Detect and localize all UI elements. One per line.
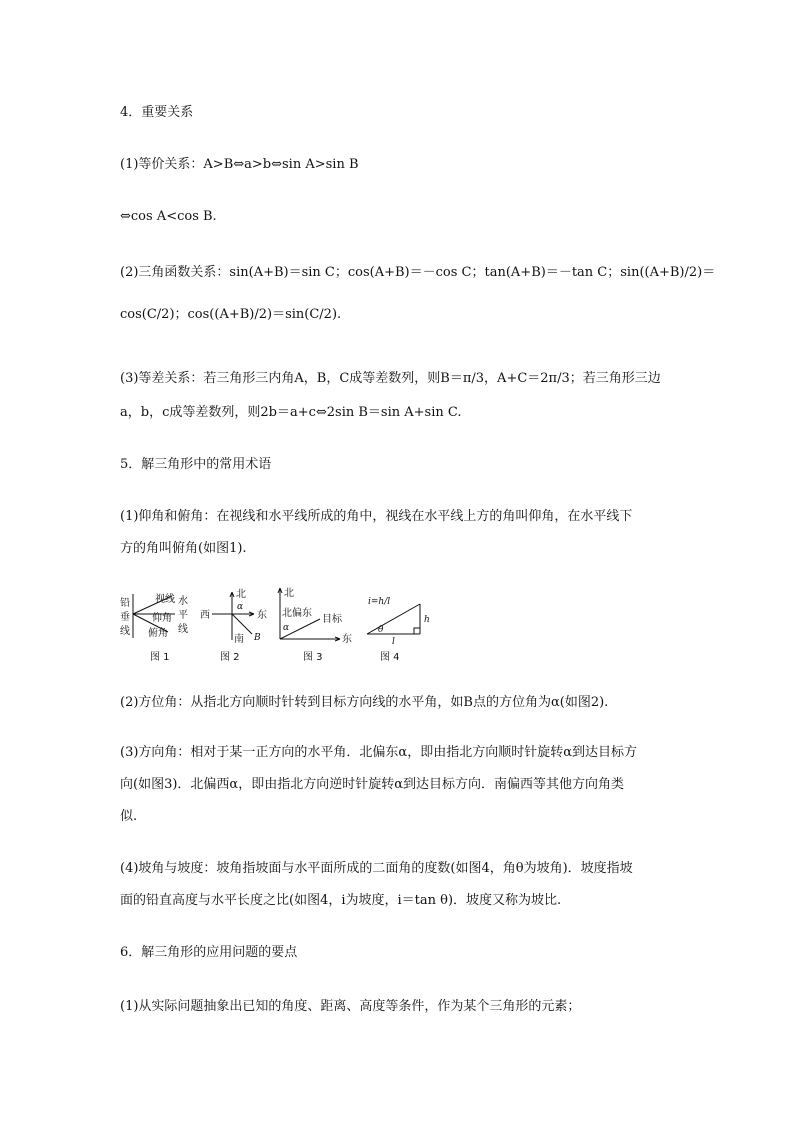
fig3-label-north: 北 bbox=[284, 588, 294, 599]
s5-p1-line2: 方的角叫俯角(如图1). bbox=[120, 541, 247, 556]
fig2-label-south: 南 bbox=[234, 634, 244, 645]
s4-p1-line2: ⇔cos A<cos B. bbox=[120, 209, 217, 224]
fig2-label-alpha: α bbox=[237, 602, 244, 612]
s5-p1-line1: (1)仰角和俯角：在视线和水平线所成的角中，视线在水平线上方的角叫仰角，在水平线下 bbox=[120, 509, 633, 524]
fig2-target-line bbox=[232, 614, 252, 634]
s5-p4-line1: (4)坡角与坡度：坡角指坡面与水平面所成的二面角的度数(如图4，角θ为坡角)．坡度指坡 bbox=[120, 861, 633, 876]
fig1-label-xian2: 线 bbox=[178, 624, 188, 635]
section-5-title: 5．解三角形中的常用术语 bbox=[120, 457, 272, 472]
figures-row bbox=[120, 584, 440, 664]
fig1-label-qian: 铅 bbox=[120, 598, 130, 609]
fig4-label-i: i=h/l bbox=[368, 597, 391, 607]
fig1-caption: 图 1 bbox=[150, 652, 170, 663]
s5-p3-line3: 似. bbox=[120, 809, 138, 824]
figure-4 bbox=[367, 597, 430, 663]
figure-1 bbox=[120, 592, 188, 663]
fig4-caption: 图 4 bbox=[380, 652, 400, 663]
s4-p1-line1: (1)等价关系：A>B⇔a>b⇔sin A>sin B bbox=[120, 157, 359, 172]
figure-2 bbox=[200, 588, 267, 663]
figures-svg bbox=[120, 584, 440, 664]
s5-p2: (2)方位角：从指北方向顺时针转到目标方向线的水平角，如B点的方位角为α(如图2). bbox=[120, 695, 609, 710]
s4-p3-line1: (3)等差关系：若三角形三内角A，B，C成等差数列，则B＝π/3，A+C＝2π/3；若三角形三边 bbox=[120, 371, 661, 386]
fig3-caption: 图 3 bbox=[303, 652, 323, 663]
fig4-label-l: l bbox=[392, 637, 395, 647]
fig3-label-target: 目标 bbox=[322, 614, 342, 625]
fig1-label-shixian: 视线 bbox=[155, 594, 175, 605]
fig2-label-b: B bbox=[254, 633, 261, 643]
fig1-label-shui: 水 bbox=[178, 596, 188, 607]
s5-p3-line2: 向(如图3)．北偏西α，即由指北方向逆时针旋转α到达目标方向．南偏西等其他方向角类 bbox=[120, 777, 624, 792]
figure-3 bbox=[278, 587, 352, 663]
fig2-label-north: 北 bbox=[236, 589, 246, 600]
fig3-label-beipiandong: 北偏东 bbox=[282, 608, 312, 619]
section-6-title: 6．解三角形的应用问题的要点 bbox=[120, 945, 298, 960]
fig1-label-chui: 垂 bbox=[120, 612, 130, 623]
s4-p2-line1: (2)三角函数关系：sin(A+B)＝sin C；cos(A+B)＝－cos C；tan(A+B)＝－tan C；sin((A+B)/2)＝ bbox=[120, 265, 716, 280]
fig4-right-angle-mark bbox=[414, 628, 420, 634]
section-4-title: 4．重要关系 bbox=[120, 105, 194, 120]
fig4-label-theta: θ bbox=[378, 625, 384, 635]
fig2-caption: 图 2 bbox=[220, 652, 240, 663]
s6-p1: (1)从实际问题抽象出已知的角度、距离、高度等条件，作为某个三角形的元素； bbox=[120, 999, 581, 1014]
s4-p3-line2: a，b，c成等差数列，则2b＝a+c⇔2sin B＝sin A+sin C. bbox=[120, 405, 462, 420]
fig1-label-xian: 线 bbox=[120, 626, 130, 637]
s5-p4-line2: 面的铅直高度与水平长度之比(如图4，i为坡度，i＝tan θ)．坡度又称为坡比. bbox=[120, 893, 562, 908]
fig4-label-h: h bbox=[424, 615, 430, 625]
fig1-label-yangjiao: 仰角 bbox=[152, 613, 172, 624]
fig1-label-ping: 平 bbox=[178, 610, 188, 621]
s5-p3-line1: (3)方向角：相对于某一正方向的水平角．北偏东α，即由指北方向顺时针旋转α到达目标方 bbox=[120, 745, 637, 760]
fig1-label-fujiao: 俯角 bbox=[148, 628, 168, 639]
fig3-label-alpha: α bbox=[283, 623, 290, 633]
fig4-slope bbox=[367, 604, 420, 634]
s4-p2-line2: cos(C/2)；cos((A+B)/2)＝sin(C/2). bbox=[120, 307, 342, 322]
fig2-label-east: 东 bbox=[257, 610, 267, 621]
fig3-label-east: 东 bbox=[342, 634, 352, 645]
fig2-label-west: 西 bbox=[200, 610, 210, 621]
